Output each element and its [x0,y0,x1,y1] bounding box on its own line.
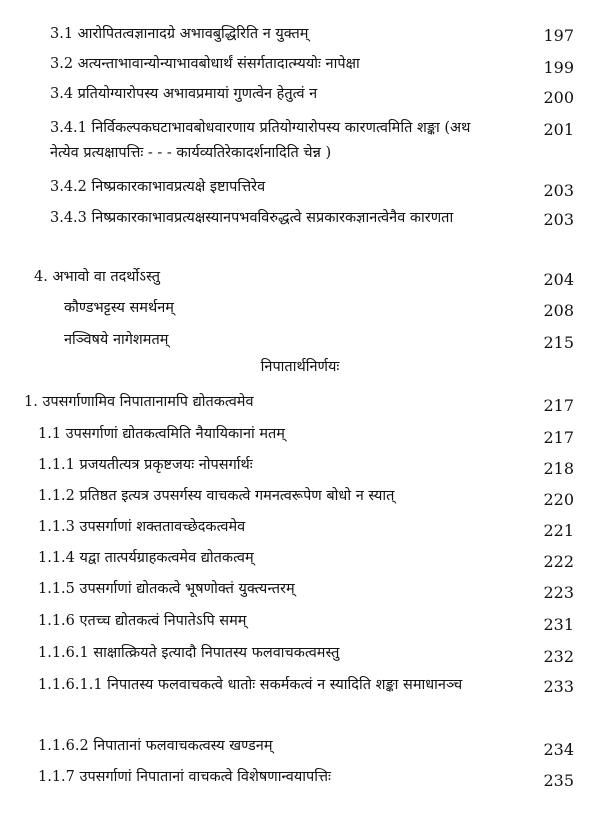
toc-entry-title: 3.4.3 निष्प्रकारकाभावप्रत्यक्षस्यानपभवविरुद्धत्वे सप्रकारकज्ञानत्वेनैव कारणता [50,210,454,226]
toc-entry-title: 1.1.2 प्रतिष्ठत इत्यत्र उपसर्गस्य वाचकत्वे गमनत्वरूपेण बोधो न स्यात् [38,488,395,504]
toc-entry-page: 218 [543,459,574,478]
toc-entry-page: 221 [543,521,574,540]
toc-entry-page: 203 [543,210,574,229]
toc-entry-page: 220 [543,490,574,509]
toc-entry-page: 197 [543,26,574,45]
section-heading: निपातार्थनिर्णयः [260,359,340,375]
toc-entry-title: कौण्डभट्टस्य समर्थनम् [64,300,174,316]
toc-entry-page: 234 [543,740,574,759]
toc-entry-page: 203 [543,181,574,200]
toc-entry-title: 4. अभावो वा तदर्थोऽस्तु [34,269,160,285]
toc-entry-title: 1.1.5 उपसर्गाणां द्योतकत्वे भूषणोक्तं युक्त्यन्तरम् [38,581,295,597]
toc-entry-title: 3.2 अत्यन्ताभावान्योन्याभावबोधार्थं संसर्गतादात्म्ययोः नापेक्षा [50,56,360,72]
toc-entry-title: नञ्विषये नागेशमतम् [64,332,169,348]
toc-entry-title: 1.1.3 उपसर्गाणां शक्ततावच्छेदकत्वमेव [38,519,246,535]
toc-entry-title: 3.4.2 निष्प्रकारकाभावप्रत्यक्षे इष्टापत्तिरेव [50,179,266,195]
toc-entry-title: 1.1.7 उपसर्गाणां निपातानां वाचकत्वे विशेषणान्वयापत्तिः [38,769,331,785]
toc-entry-page: 208 [543,301,574,320]
toc-entry-page: 223 [543,583,574,602]
toc-entry-title: 3.4.1 निर्विकल्पकघटाभावबोधवारणाय प्रतियोग्यारोपस्य कारणत्वमिति शङ्का (अथ नेत्येव प्रत्यक्षापत्तिः - - - कार्यव्यतिरेकादर्शनादिति चेन्न ) [50,120,471,161]
toc-entry-page: 199 [543,58,574,77]
toc-entry-page: 217 [543,428,574,447]
toc-entry-title: 1.1.6.2 निपातानां फलवाचकत्वस्य खण्डनम् [38,738,273,754]
toc-entry-page: 233 [543,677,574,696]
toc-entry-title: 1.1 उपसर्गाणां द्योतकत्वमिति नैयायिकानां मतम् [38,426,285,442]
toc-entry-page: 200 [543,88,574,107]
toc-entry-title: 1.1.6.1.1 निपातस्य फलवाचकत्वे धातोः सकर्मकत्वं न स्यादिति शङ्का समाधानञ्च [38,677,463,693]
toc-entry-page: 235 [543,771,574,790]
toc-entry-page: 222 [543,552,574,571]
toc-entry-page: 231 [543,615,574,634]
toc-entry-title: 1.1.4 यद्वा तात्पर्यग्राहकत्वमेव द्योतकत्वम् [38,550,254,566]
toc-entry-title: 3.4 प्रतियोग्यारोपस्य अभावप्रमायां गुणत्वेन हेतुत्वं न [50,86,318,102]
toc-entry-title: 1.1.6 एतच्च द्योतकत्वं निपातेऽपि समम् [38,613,247,629]
toc-entry-page: 201 [543,120,574,139]
toc-entry-title: 3.1 आरोपितत्वज्ञानादग्रे अभावबुद्धिरिति न युक्तम् [50,26,309,42]
toc-entry-page: 217 [543,396,574,415]
toc-entry-title: 1. उपसर्गाणामिव निपातानामपि द्योतकत्वमेव [24,394,254,410]
toc-entry-title: 1.1.6.1 साक्षात्क्रियते इत्यादौ निपातस्य फलवाचकत्वमस्तु [38,645,340,661]
toc-entry-title: 1.1.1 प्रजयतीत्यत्र प्रकृष्टजयः नोपसर्गार्थः [38,457,253,473]
toc-entry-page: 232 [543,647,574,666]
toc-entry-page: 204 [543,270,574,289]
toc-entry-page: 215 [543,333,574,352]
